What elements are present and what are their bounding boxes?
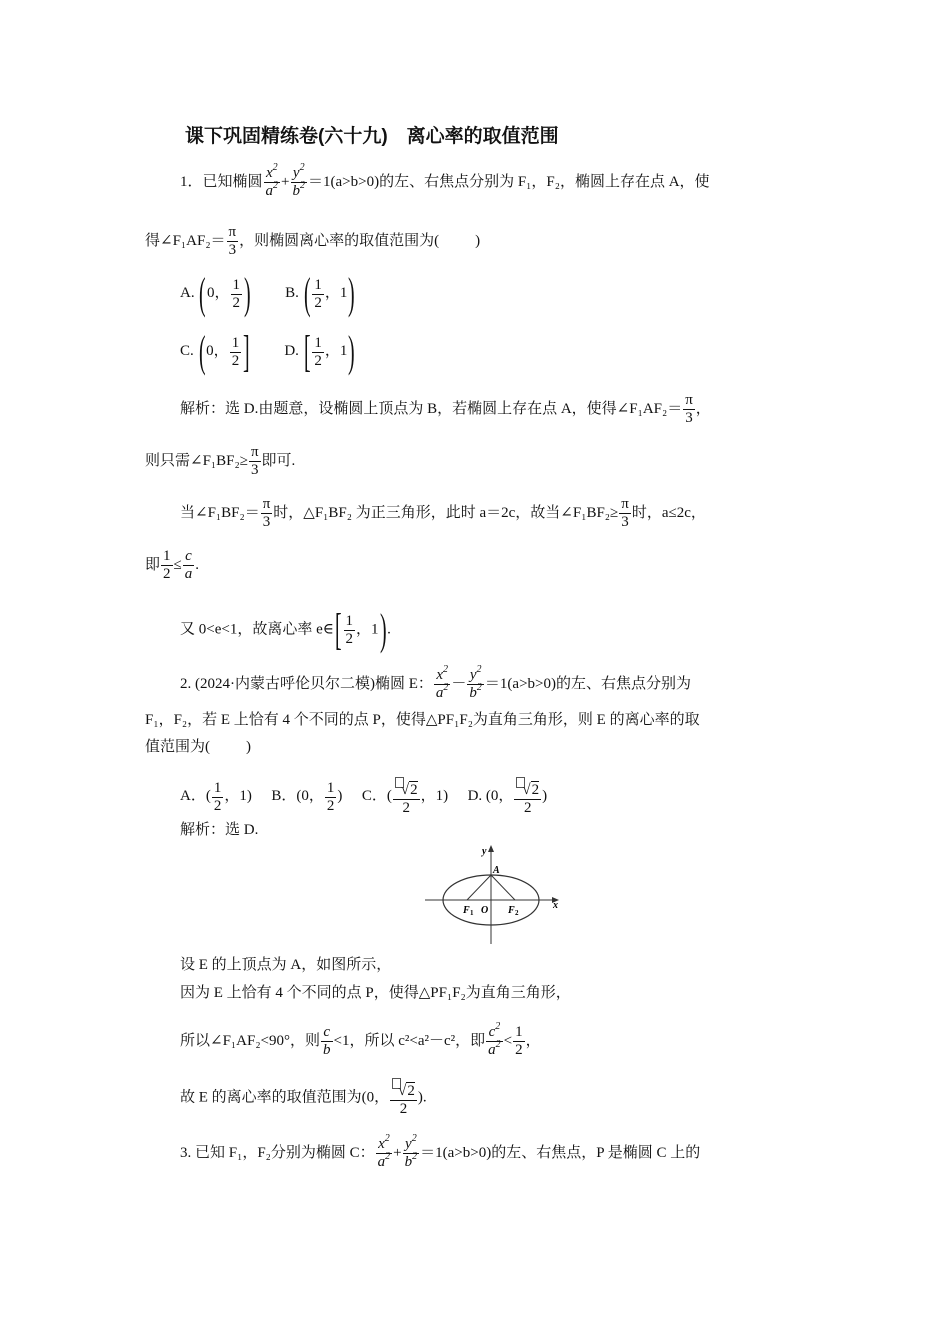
option-d: D. (0， $\frac{√2}{2}$ ): [468, 788, 548, 804]
q1-line1: 1．已知椭圆 $\frac{x^2}{a^2}$ + $\frac{y^2}{b^2}$ ＝1(a>b>0)的左、右焦点分别为 F₁，F₂，椭圆上存在点 A，使: [180, 162, 710, 199]
q2-line1: 2. (2024·内蒙古呼伦贝尔二模)椭圆 E： $\frac{x^2}{a^2}$ － $\frac{y^2}{b^2}$ ＝1(a>b>0)的左、右焦点分别为: [180, 664, 691, 701]
q1-line2: 得∠F₁AF₂＝ $\frac{\pi}{3}$ ，则椭圆离心率的取值范围为( ): [145, 224, 481, 258]
option-a: A．( $\frac{1}{2}$ ，1): [180, 779, 252, 814]
y-axis-arrow: [488, 845, 494, 852]
sol2-line1: 解析：选 D.: [180, 822, 259, 838]
label-f2: F: [508, 905, 515, 916]
sol1-line2: 则只需∠F₁BF₂≥ $\frac{\pi}{3}$ 即可.: [145, 444, 296, 478]
label-x: x: [553, 900, 558, 911]
sol2-line3: 因为 E 上恰有 4 个不同的点 P，使得△PF₁F₂为直角三角形，: [180, 985, 571, 1001]
q3-line1: 3. 已知 F₁，F₂分别为椭圆 C： $\frac{x^2}{a^2}$ + $\frac{y^2}{b^2}$ ＝1(a>b>0)的左、右焦点，P 是椭圆 C 上的: [180, 1133, 701, 1170]
label-a: A: [493, 865, 500, 876]
sol2-line5: 故 E 的离心率的取值范围为(0， $\frac{√2}{2}$ ).: [180, 1078, 427, 1118]
q1-options-cd: [180, 327, 356, 376]
fraction: $\frac{\pi}{3}$: [228, 224, 237, 258]
label-f2-sub: 2: [515, 909, 519, 917]
label-o: O: [481, 905, 489, 916]
label-f1: F: [463, 905, 470, 916]
q1-options-ab: [180, 269, 356, 318]
page-title: 课下巩固精练卷(六十九) 离心率的取值范围: [185, 126, 559, 147]
fraction: $\frac{y^2}{b^2}$: [292, 162, 305, 199]
sol2-line2: 设 E 的上顶点为 A，如图所示，: [180, 957, 392, 973]
segment-af1: [467, 875, 491, 900]
option-c: C．( $\frac{√2}{2}$ ，1): [362, 788, 448, 804]
sol1-line5: 又 0<e<1，故离心率 e∈[ $\frac{1}{2}$ ，1).: [180, 605, 391, 654]
sol1-line1: 解析：选 D.由题意，设椭圆上顶点为 B，若椭圆上存在点 A，使得∠F₁AF₂＝ $\frac{\pi}{3}$ ，: [180, 392, 711, 426]
option-b: B．(0， $\frac{1}{2}$ ): [271, 779, 343, 814]
q2-line3: 值范围为( ): [145, 739, 251, 755]
fraction: $\frac{x^2}{a^2}$: [265, 162, 279, 199]
option-b: B. ( $\frac{1}{2}$ ，1): [285, 269, 355, 318]
sol1-line3: 当∠F₁BF₂＝ $\frac{\pi}{3}$ 时，△F₁BF₂ 为正三角形，此时 a＝2c，故当∠F₁BF₂≥ $\frac{\pi}{3}$ 时，a≤2c，: [180, 496, 706, 530]
q2-line2: F₁，F₂，若 E 上恰有 4 个不同的点 P，使得△PF₁F₂为直角三角形，则 E 的离心率的取: [145, 712, 700, 728]
ellipse-figure: [425, 840, 565, 945]
label-y: y: [482, 846, 487, 857]
sol2-line4: 所以∠F₁AF₂<90°，则 $\frac{c}{b}$ <1，所以 c²<a²－c²，即 $\frac{c^2}{a^2}$ < $\frac{1}{2}$ ，: [180, 1021, 541, 1058]
segment-af2: [491, 875, 515, 900]
sol1-line4: 即 $\frac{1}{2}$ ≤ $\frac{c}{a}$ .: [145, 548, 199, 582]
label-f1-sub: 1: [470, 909, 474, 917]
option-c: C. (0， $\frac{1}{2}$ ]: [180, 327, 250, 376]
q2-options: [180, 777, 547, 817]
option-d: D. [ $\frac{1}{2}$ ，1): [284, 327, 355, 376]
option-a: A. (0， $\frac{1}{2}$ ): [180, 269, 251, 318]
